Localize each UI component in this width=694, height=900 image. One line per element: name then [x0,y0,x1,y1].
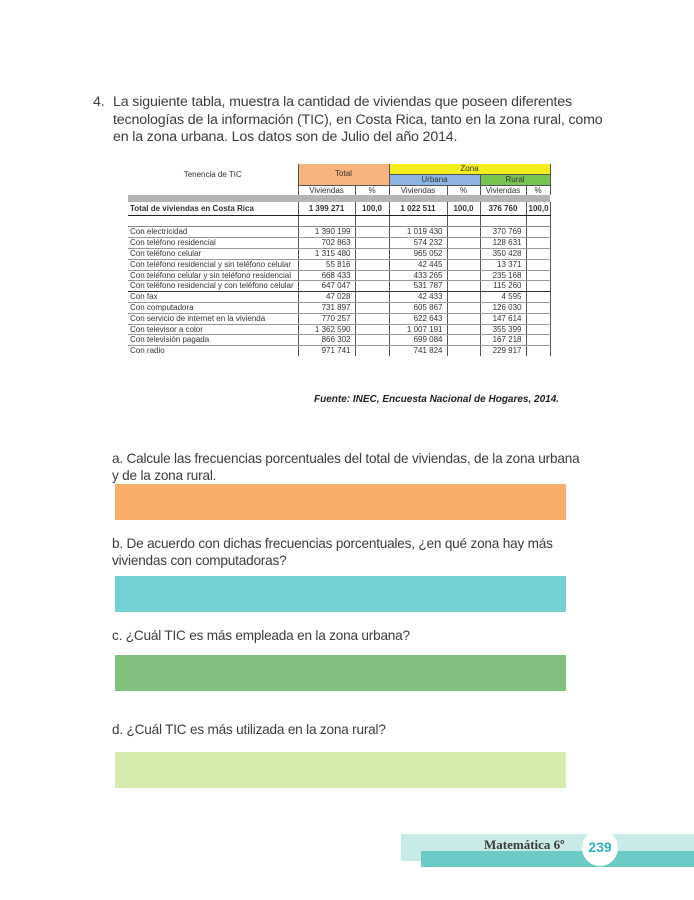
header-tenencia: Tenencia de TIC [183,169,242,179]
table-row: Con electricidad 1 390 199 1 019 430 370 769 [128,227,550,238]
total-row: Total de viviendas en Costa Rica 1 399 271 100,0 1 022 511 100,0 376 760 100,0 [128,202,550,216]
table-row: Con teléfono celular 1 315 480 965 052 350 428 [128,248,550,259]
tic-table [128,164,551,356]
subheader-viviendas: Viviendas [480,185,526,195]
exercise-intro [93,94,613,147]
header-urbana: Urbana [389,174,480,185]
question-d: d. ¿Cuál TIC es más utilizada en la zona rural? [112,722,386,737]
subheader-pct: % [447,185,480,195]
footer-band-dark [421,851,694,867]
question-c: c. ¿Cuál TIC es más empleada en la zona urbana? [112,628,410,643]
table-row: Con servicio de internet en la vivienda 770 257 622 643 147 614 [128,313,550,324]
subheader-viviendas: Viviendas [389,185,447,195]
header-total: Total [298,164,389,185]
answer-box-c[interactable] [115,655,566,691]
subheader-viviendas: Viviendas [298,185,355,195]
table-row: Con radio 971 741 741 824 229 917 [128,346,550,356]
table-row: Con teléfono residencial 702 863 574 232 128 631 [128,238,550,249]
table-row: Con televisión pagada 866 302 699 084 167 218 [128,335,550,346]
footer-subject: Matemática 6º [484,837,565,852]
header-zona: Zona [389,164,550,174]
answer-box-a[interactable] [115,484,566,520]
exercise-intro-text: La siguiente tabla, muestra la cantidad de viviendas que poseen diferentes tecnologías de la información (TIC), en Costa Rica, tanto en la zona rural, como en la zona urbana. Los datos son de Julio del año 2014. [113,94,603,145]
table-row: Con teléfono residencial y con teléfono celular 647 047 531 787 115 260 [128,281,550,292]
table-row: Con televisor a color 1 362 590 1 007 191 355 399 [128,324,550,335]
subheader-pct: % [355,185,389,195]
table-row: Con computadora 731 897 605 867 126 030 [128,302,550,313]
table-row: Con fax 47 028 42 433 4 595 [128,292,550,303]
table-source: Fuente: INEC, Encuesta Nacional de Hogares, 2014. [314,394,560,405]
separator-bar [128,195,550,202]
answer-box-b[interactable] [115,576,566,612]
table-row: Con teléfono celular y sin teléfono residencial 668 433 433 265 235 168 [128,270,550,281]
subheader-pct: % [526,185,550,195]
answer-box-d[interactable] [115,752,566,788]
header-rural: Rural [480,174,550,185]
table-row: Con teléfono residencial y sin teléfono celular 55 816 42 445 13 371 [128,259,550,270]
page-number: 239 [582,830,618,866]
question-b: b. De acuerdo con dichas frecuencias porcentuales, ¿en qué zona hay más viviendas con computadoras? [112,536,553,569]
exercise-number: 4. [93,94,105,110]
question-a: a. Calcule las frecuencias porcentuales del total de viviendas, de la zona urbana y de la zona rural. [112,451,580,484]
